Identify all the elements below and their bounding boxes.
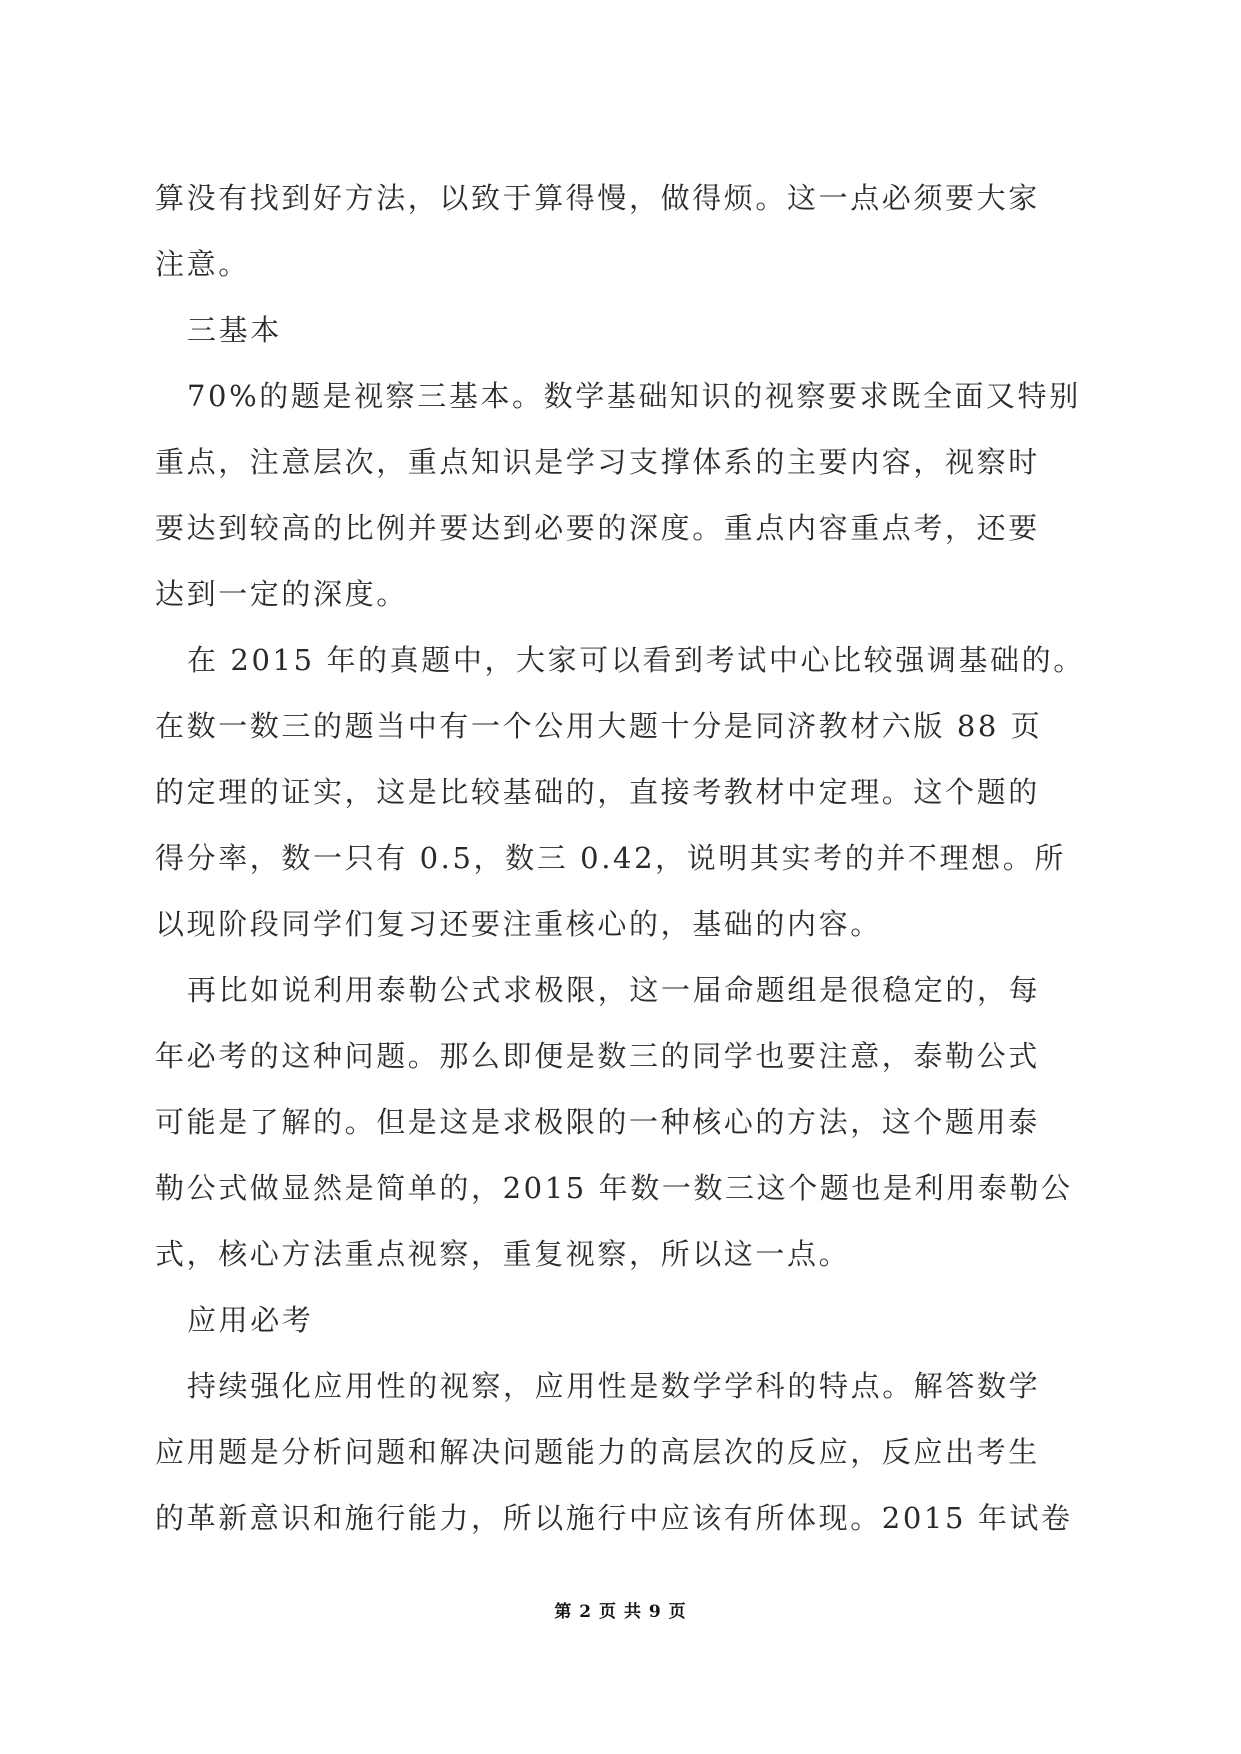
text-line: 持续强化应用性的视察，应用性是数学学科的特点。解答数学 <box>187 1369 1041 1403</box>
text-line: 以现阶段同学们复习还要注重核心的，基础的内容。 <box>155 907 882 941</box>
text-line: 得分率，数一只有 0.5，数三 0.42，说明其实考的并不理想。所 <box>155 841 1066 875</box>
text-line: 要达到较高的比例并要达到必要的深度。重点内容重点考，还要 <box>155 511 1040 545</box>
text-line: 算没有找到好方法，以致于算得慢，做得烦。这一点必须要大家 <box>155 181 1040 215</box>
text-line: 在数一数三的题当中有一个公用大题十分是同济教材六版 88 页 <box>155 709 1043 743</box>
section-heading: 三基本 <box>187 313 282 347</box>
document-body <box>155 165 1090 1551</box>
text-line: 应用题是分析问题和解决问题能力的高层次的反应，反应出考生 <box>155 1435 1040 1469</box>
text-line: 再比如说利用泰勒公式求极限，这一届命题组是很稳定的，每 <box>187 973 1041 1007</box>
text-line: 达到一定的深度。 <box>155 577 408 611</box>
text-line: 式，核心方法重点视察，重复视察，所以这一点。 <box>155 1237 851 1271</box>
text-line: 70%的题是视察三基本。数学基础知识的视察要求既全面又特别 <box>187 379 1081 413</box>
text-line: 年必考的这种问题。那么即便是数三的同学也要注意，泰勒公式 <box>155 1039 1040 1073</box>
text-line: 可能是了解的。但是这是求极限的一种核心的方法，这个题用泰 <box>155 1105 1040 1139</box>
text-line: 的定理的证实，这是比较基础的，直接考教材中定理。这个题的 <box>155 775 1040 809</box>
text-line: 勒公式做显然是简单的，2015 年数一数三这个题也是利用泰勒公 <box>155 1171 1073 1205</box>
page-number-footer: 第 2 页 共 9 页 <box>554 1602 687 1622</box>
text-line: 的革新意识和施行能力，所以施行中应该有所体现。2015 年试卷 <box>155 1501 1073 1535</box>
text-line: 在 2015 年的真题中，大家可以看到考试中心比较强调基础的。 <box>187 643 1085 677</box>
text-line: 重点，注意层次，重点知识是学习支撑体系的主要内容，视察时 <box>155 445 1040 479</box>
text-line: 注意。 <box>155 247 250 281</box>
section-heading: 应用必考 <box>187 1303 314 1337</box>
